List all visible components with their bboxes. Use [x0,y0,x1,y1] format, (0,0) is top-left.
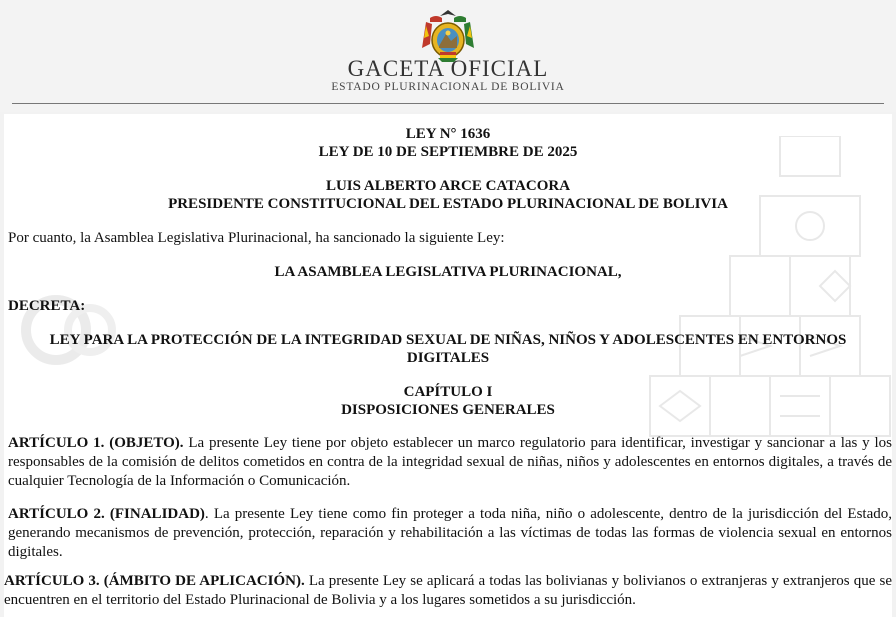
article-1-text: La presente Ley tiene por objeto establecer un marco regulatorio para identificar, investigar y sancionar a las y los responsables de la comisión de delitos cometidos en contra de la integridad sexual de niñas, niños y adolescentes en entornos digitales, a través de cualquier Tecnología de la Información o Comunicación. [8,435,892,489]
assembly-heading: LA ASAMBLEA LEGISLATIVA PLURINACIONAL, [274,264,622,280]
masthead-title: GACETA OFICIAL [347,56,549,81]
decreta-label: DECRETA: [8,298,86,314]
law-date: LEY DE 10 DE SEPTIEMBRE DE 2025 [318,144,578,160]
law-number: LEY N° 1636 [405,126,491,142]
law-title-line-1: LEY PARA LA PROTECCIÓN DE LA INTEGRIDAD SEXUAL DE NIÑAS, NIÑOS Y ADOLESCENTES EN ENTORNOS [49,332,847,348]
article-2 [8,505,892,562]
article-2-heading: ARTÍCULO 2. (FINALIDAD) [8,506,205,522]
preamble: Por cuanto, la Asamblea Legislativa Plurinacional, ha sancionado la siguiente Ley: [8,230,505,246]
article-1-heading: ARTÍCULO 1. (OBJETO). [8,435,184,451]
president-name: LUIS ALBERTO ARCE CATACORA [325,178,571,194]
article-2-text: . La presente Ley tiene como fin proteger a toda niña, niño o adolescente, dentro de la jurisdicción del Estado, generando mecanismos de prevención, protección, reparación y rehabilitación a las víctimas de todas las formas de violencia sexual en entornos digitales. [8,506,893,560]
article-3 [4,572,892,610]
masthead-subtitle: ESTADO PLURINACIONAL DE BOLIVIA [331,81,565,93]
article-1 [8,434,892,491]
law-title-line-2: DIGITALES [406,350,490,366]
chapter-title: DISPOSICIONES GENERALES [341,402,555,418]
chapter-number: CAPÍTULO I [403,384,493,400]
article-3-text: La presente Ley se aplicará a todas las bolivianas y bolivianos o extranjeras y extranjeros que se encuentren en el territorio del Estado Plurinacional de Bolivia y a los lugares sometidos a su jurisdicción. [4,573,892,608]
masthead [0,0,896,112]
masthead-divider [12,103,884,104]
article-3-heading: ARTÍCULO 3. (ÁMBITO DE APLICACIÓN). [4,573,305,589]
president-title: PRESIDENTE CONSTITUCIONAL DEL ESTADO PLURINACIONAL DE BOLIVIA [168,196,728,212]
